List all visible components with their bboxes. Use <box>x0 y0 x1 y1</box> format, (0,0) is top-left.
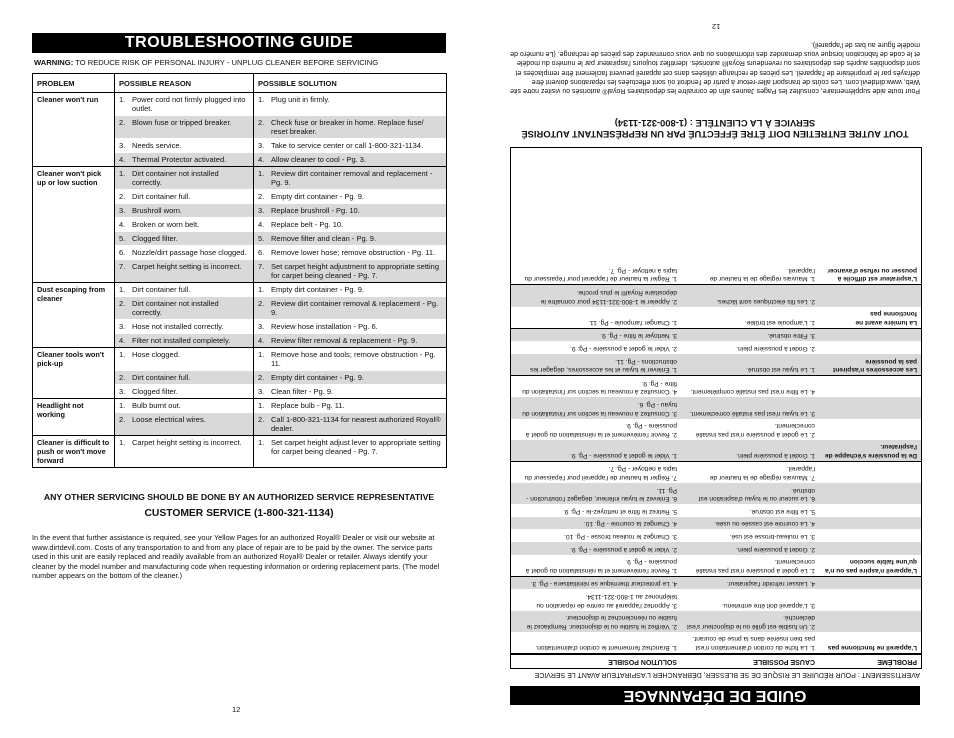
french-table-row <box>511 555 921 577</box>
fr-cause-cell: 1. Mauvais réglage de la hauteur de l'appareil. <box>709 266 815 283</box>
reason-text: Bulb burnt out. <box>132 401 181 410</box>
reason-text: Power cord not firmly plugged into outlet. <box>132 95 246 113</box>
item-number: 3. <box>258 387 265 396</box>
fr-cause-cell: 4. Laisser refroidir l'aspirateur. <box>726 580 815 588</box>
reason-text: Dirt container full. <box>132 373 191 382</box>
fr-solution-cell: 1. Branchez fermement le cordon d'alimentation. <box>535 644 677 651</box>
item-number: 1. <box>119 438 126 447</box>
reason-text: Carpet height setting is incorrect. <box>132 438 242 447</box>
french-table-row <box>511 483 921 504</box>
header-problem: PROBLEM <box>33 74 115 93</box>
problem-cell: Cleaner won't pick up or low suction <box>33 167 115 283</box>
item-number: 7. <box>119 262 126 271</box>
item-number: 3. <box>119 206 126 215</box>
solution-text: Review dirt container removal & replacement - Pg. 9. <box>271 299 439 317</box>
solution-text: Replace brushroll - Pg. 10. <box>271 206 360 215</box>
item-number: 1. <box>258 438 265 447</box>
fr-solution-cell: 7. Régler la hauteur de l'appareil pour l'épaisseur du tapis à nettoyer - Pg. 7. <box>524 465 677 482</box>
item-number: 1. <box>119 401 126 410</box>
fr-cause-cell: 1. L'ampoule est brûlée. <box>744 318 815 326</box>
fr-cause-cell: 6. Le suceur ou le tuyau d'aspiration est obstrué. <box>698 486 815 503</box>
item-number: 1. <box>258 95 265 104</box>
french-table <box>510 147 922 669</box>
problem-cell: Dust escaping from cleaner <box>33 283 115 348</box>
french-service-title: TOUT AUTRE ENTRETIEN DOIT ÊTRE ÉFFECTUÉ PAR UN REPRÉSENTANT AUTORISÉ SERVICE À LA CLIENTÈLE : (1-800-321-1134) <box>521 118 909 140</box>
reason-text: Nozzle/dirt passage hose clogged. <box>132 248 247 257</box>
solution-text: Set carpet height adjust lever to appropriate setting for carpet being cleaned - Pg. 7. <box>271 438 441 456</box>
french-table-row <box>511 397 921 418</box>
item-number: 1. <box>119 285 126 294</box>
reason-text: Clogged filter. <box>132 387 178 396</box>
item-number: 6. <box>119 248 126 257</box>
french-table-row <box>511 341 921 354</box>
fr-solution-cell: 2. Revoir l'enlèvement et la réinstallation du godet à poussière - Pg. 9. <box>525 422 677 438</box>
solution-text: Call 1-800-321-1134 for nearest authorized Royal® dealer. <box>271 415 441 433</box>
fr-cause-cell: 3. L'appareil doit être entretenu. <box>722 601 815 609</box>
fr-problem-cell <box>819 504 921 517</box>
reason-text: Carpet height setting is incorrect. <box>132 262 242 271</box>
fr-problem-cell <box>819 462 921 483</box>
french-title: GUIDE DE DÉPANNAGE <box>510 686 920 705</box>
page-number-right: 12 <box>712 22 721 31</box>
fr-problem-cell <box>819 589 921 610</box>
item-number: 2. <box>258 299 265 308</box>
french-table-row <box>511 504 921 517</box>
reason-text: Hose clogged. <box>132 350 180 359</box>
item-number: 2. <box>119 299 126 308</box>
item-number: 2. <box>119 118 126 127</box>
item-number: 4. <box>119 220 126 229</box>
item-number: 4. <box>258 155 265 164</box>
fr-cause-cell: 1. La fiche du cordon d'alimentation n'est pas bien insérée dans la prise de courant. <box>692 635 815 651</box>
reason-text: Clogged filter. <box>132 234 178 243</box>
solution-text: Review hose installation - Pg. 6. <box>271 322 378 331</box>
fr-cause-cell: 5. Le filtre est obstrué. <box>749 507 815 515</box>
assistance-paragraph: In the event that further assistance is required, see your Yellow Pages for an authorized Royal® Dealer or visit our website at www.dirtdevil.com. Costs of any transportation to and from any place of repair are to be paid by the owner. The service parts used in this unit are easily replaced and readily available from an authorized Royal® Dealer or retailer. Always identify your cleaner by the model number and manufacturing code when requesting information or ordering replacement parts. (The model number appears on the bottom of the cleaner.) <box>32 533 440 581</box>
fr-cause-cell: 4. Le filtre n'est pas installé complètement. <box>690 388 815 396</box>
fr-solution-cell: 1. Vider le godet à poussière - Pg. 9. <box>570 451 677 459</box>
fr-solution-cell: 4. Changez la courroie - Pg. 10. <box>583 520 677 528</box>
solution-text: Replace belt - Pg. 10. <box>271 220 344 229</box>
fr-problem-cell <box>819 611 921 632</box>
fr-problem-cell <box>819 419 921 440</box>
item-number: 1. <box>258 401 265 410</box>
reason-text: Blown fuse or tripped breaker. <box>132 118 232 127</box>
reason-text: Thermal Protector activated. <box>132 155 227 164</box>
solution-text: Replace bulb - Pg. 11. <box>271 401 345 410</box>
item-number: 1. <box>258 350 265 359</box>
fr-solution-cell: 3. Apportez l'appareil au centre de réparation ou téléphonez au 1-800-321-1134. <box>536 593 677 609</box>
item-number: 1. <box>119 169 126 178</box>
problem-cell: Cleaner tools won't pick-up <box>33 348 115 399</box>
fr-cause-cell: 2. Un fusible est grillé ou le disjoncteur s'est déclenché. <box>686 614 815 630</box>
page-number-left: 12 <box>232 705 241 714</box>
french-paragraph: Pour toute aide supplémentaire, consultez les Pages Jaunes afin de connaître les dépositaires Royal® autorisés ou visitez notre site Web, www.dirtdevil.com. Les coûts de transport aller-retour à partir de l'endroit où sont effectuées les réparations doivent être défrayés par le propriétaire de l'appareil. Les pièces de rechange utilisées dans cet appareil peuvent facilement être remplacées et sont disponibles auprès des dépositaires ou revendeurs Royal® autorisés. Identifiez toujours l'aspirateur par le numéro du modèle et le code de fabrication lorsque vous demandez des informations ou que vous commandez des pièces de rechange. (Le numéro de modèle figure au bas de l'appareil). <box>510 41 920 95</box>
fr-cause-cell: 1. Le tuyau est obstrué. <box>746 366 815 374</box>
solution-text: Allow cleaner to cool - Pg. 3. <box>271 155 367 164</box>
fr-cause-cell: 3. Filtre obstrué. <box>767 332 815 340</box>
item-number: 2. <box>119 415 126 424</box>
fr-problem-cell <box>819 483 921 504</box>
item-number: 6. <box>258 248 265 257</box>
solution-text: Review dirt container removal and replacement - Pg. 9. <box>271 169 433 187</box>
fr-cause-cell: 1. Godet à poussière plein. <box>736 451 815 459</box>
reason-text: Dirt container not installed correctly. <box>132 299 219 317</box>
item-number: 3. <box>258 141 265 150</box>
fr-problem-cell: L'appareil ne fonctionne pas <box>827 644 917 651</box>
fr-solution-cell: 3. Nettoyer le filtre - Pg. 9. <box>600 332 677 340</box>
item-number: 2. <box>258 373 265 382</box>
fr-solution-cell: 4. Consultez à nouveau la section sur l'installation du filtre - Pg. 9. <box>522 379 677 396</box>
customer-service-heading: CUSTOMER SERVICE (1-800-321-1134) <box>144 508 334 519</box>
french-table-row <box>511 589 921 610</box>
fr-solution-cell: 1. Régler la hauteur de l'appareil pour l'épaisseur du tapis à nettoyer - Pg. 7. <box>524 266 677 283</box>
reason-text: Loose electrical wires. <box>132 415 206 424</box>
fr-cause-cell: 2. Les fils électriques sont lâches. <box>716 297 815 305</box>
reason-text: Broken or worn belt. <box>132 220 200 229</box>
fr-problem-cell <box>819 376 921 397</box>
fr-problem-cell <box>819 529 921 542</box>
fr-cause-cell: 3. Le rouleau-brosse est usé. <box>729 533 815 541</box>
fr-cause-cell: 2. Godet à poussière plein. <box>736 545 815 553</box>
item-number: 3. <box>119 387 126 396</box>
item-number: 3. <box>258 206 265 215</box>
french-table-row <box>511 440 921 462</box>
fr-header-cause: CAUSE POSSIBLE <box>753 658 815 665</box>
fr-problem-cell: Les accessoires n'aspirent pas la poussière <box>832 357 917 374</box>
french-table-row <box>511 611 921 632</box>
solution-text: Plug unit in firmly. <box>271 95 330 104</box>
header-reason: POSSIBLE REASON <box>115 74 254 93</box>
page-title: TROUBLESHOOTING GUIDE <box>32 33 446 53</box>
item-number: 2. <box>258 192 265 201</box>
solution-text: Empty dirt container - Pg. 9. <box>271 285 364 294</box>
fr-cause-cell: 4. La courroie est cassée ou usée. <box>714 520 815 528</box>
solution-text: Set carpet height adjustment to appropriate setting for carpet being cleaned - Pg. 7. <box>271 262 440 280</box>
fr-cause-cell: 2. Godet à poussière plein. <box>736 344 815 352</box>
fr-solution-cell: 6. Enlevez le tuyau inférieur, dégagez l'obstruction - Pg. 11. <box>526 486 677 503</box>
french-warning: AVERTISSEMENT : POUR RÉDUIRE LE RISQUE DE SE BLESSER, DÉBRANCHER L'ASPIRATEUR AVANT LE SERVICE <box>534 671 920 678</box>
solution-text: Remove lower hose; remove obstruction - Pg. 11. <box>271 248 436 257</box>
item-number: 2. <box>258 118 265 127</box>
fr-problem-cell <box>819 397 921 418</box>
item-number: 4. <box>258 336 265 345</box>
item-number: 3. <box>119 141 126 150</box>
fr-problem-cell <box>819 329 921 342</box>
fr-problem-cell <box>819 341 921 354</box>
fr-solution-cell: 2. Vider le godet à poussière - Pg. 9. <box>570 545 677 553</box>
any-other-servicing: ANY OTHER SERVICING SHOULD BE DONE BY AN AUTHORIZED SERVICE REPRESENTATIVE <box>43 492 435 502</box>
item-number: 2. <box>119 192 126 201</box>
fr-problem-cell <box>819 542 921 555</box>
fr-solution-cell: 1. Revoir l'enlèvement et la réinstallation du godet à poussière - Pg. 9. <box>525 558 677 574</box>
fr-cause-cell: 7. Mauvais réglage de la hauteur de l'appareil. <box>709 465 815 482</box>
reason-text: Dirt container full. <box>132 192 191 201</box>
french-table-row <box>511 462 921 483</box>
header-solution: POSSIBLE SOLUTION <box>254 74 447 93</box>
item-number: 3. <box>119 322 126 331</box>
fr-problem-cell: L'appareil n'aspire pas ou n'a qu'une faible succion <box>825 558 917 574</box>
french-table-row <box>511 419 921 440</box>
problem-cell: Headlight not working <box>33 399 115 436</box>
french-table-row <box>511 329 921 342</box>
french-table-header <box>511 654 921 668</box>
fr-problem-cell <box>819 577 921 590</box>
item-number: 1. <box>258 285 265 294</box>
fr-solution-cell: 4. Le protecteur thermique se réinitialisera - Pg. 3. <box>530 580 677 588</box>
reason-text: Brushroll worn. <box>132 206 183 215</box>
item-number: 1. <box>119 95 126 104</box>
fr-cause-cell: 1. Le godet à poussière n'est pas installé correctement. <box>695 558 815 574</box>
french-table-row <box>511 285 921 306</box>
item-number: 5. <box>258 234 265 243</box>
fr-solution-cell: 3. Consultez à nouveau la section sur l'installation du tuyau - Pg. 6. <box>522 400 677 417</box>
item-number: 4. <box>119 155 126 164</box>
item-number: 2. <box>119 373 126 382</box>
french-table-row <box>511 542 921 555</box>
item-number: 3. <box>258 322 265 331</box>
french-table-row <box>511 632 921 654</box>
fr-header-solution: SOLUTION POSIBLE <box>608 658 677 665</box>
item-number: 7. <box>258 262 265 271</box>
item-number: 4. <box>258 220 265 229</box>
fr-problem-cell: La lumière avant ne fonctionne pas <box>855 310 917 326</box>
fr-solution-cell: 5. Retirez le filtre et nettoyez-le - Pg. 9. <box>563 507 677 515</box>
french-table-row <box>511 307 921 329</box>
solution-text: Empty dirt container - Pg. 9. <box>271 192 364 201</box>
french-table-row <box>511 529 921 542</box>
french-table-row <box>511 263 921 285</box>
fr-solution-cell: 2. Appeler le 1-800-321-1134 pour connaître le dépositaire Royal® le plus proche. <box>540 289 677 305</box>
reason-text: Hose not installed correctly. <box>132 322 224 331</box>
fr-solution-cell: 3. Changez le rouleau brosse - Pg. 10. <box>564 533 677 541</box>
warning-text: TO REDUCE RISK OF PERSONAL INJURY - UNPLUG CLEANER BEFORE SERVICING <box>73 58 379 67</box>
fr-cause-cell: 2. Le godet à poussière n'est pas installé correctement. <box>695 422 815 438</box>
warning-label: WARNING: <box>34 58 74 67</box>
fr-problem-cell <box>819 517 921 530</box>
fr-solution-cell: 2. Vider le godet à poussière - Pg. 9. <box>570 344 677 352</box>
french-table-row <box>511 354 921 376</box>
reason-text: Dirt container full. <box>132 285 191 294</box>
solution-text: Review filter removal & replacement - Pg. 9. <box>271 336 418 345</box>
solution-text: Take to service center or call 1-800-321-1134. <box>271 141 424 150</box>
french-table-row <box>511 577 921 590</box>
item-number: 2. <box>258 415 265 424</box>
solution-text: Check fuse or breaker in home. Replace fuse/ reset breaker. <box>271 118 424 136</box>
problem-cell: Cleaner won't run <box>33 93 115 167</box>
fr-problem-cell <box>819 285 921 306</box>
fr-solution-cell: 1. Changer l'ampoule - Pg. 11. <box>588 318 677 326</box>
solution-text: Remove filter and clean - Pg. 9. <box>271 234 377 243</box>
french-table-row <box>511 517 921 530</box>
item-number: 1. <box>258 169 265 178</box>
reason-text: Needs service. <box>132 141 182 150</box>
reason-text: Filter not installed completely. <box>132 336 231 345</box>
reason-text: Dirt container not installed correctly. <box>132 169 219 187</box>
fr-solution-cell: 1. Enlever le tuyau et les accessoires, dégager les obstructions - Pg. 11. <box>530 357 677 374</box>
solution-text: Remove hose and tools; remove obstruction - Pg. 11. <box>271 350 436 368</box>
fr-problem-cell: L'aspirateur est difficile à pousser ou refuse d'avancer <box>827 266 917 283</box>
fr-header-problem: PROBLÈME <box>877 658 917 665</box>
item-number: 4. <box>119 336 126 345</box>
solution-text: Clean filter - Pg. 9. <box>271 387 334 396</box>
fr-problem-cell: De la poussière s'échappe de l'aspirateur. <box>824 443 917 459</box>
fr-cause-cell: 3. Le tuyau n'est pas installé correctement. <box>689 409 815 417</box>
item-number: 1. <box>119 350 126 359</box>
problem-cell: Cleaner is difficult to push or won't move forward <box>33 436 115 468</box>
fr-solution-cell: 2. Vérifiez le fusible ou le disjoncteur. Remplacez le fusible ou réenclenchez le disjoncteur. <box>526 614 677 630</box>
item-number: 5. <box>119 234 126 243</box>
french-table-row <box>511 376 921 397</box>
solution-text: Empty dirt container - Pg. 9. <box>271 373 364 382</box>
french-table-body <box>511 263 921 654</box>
